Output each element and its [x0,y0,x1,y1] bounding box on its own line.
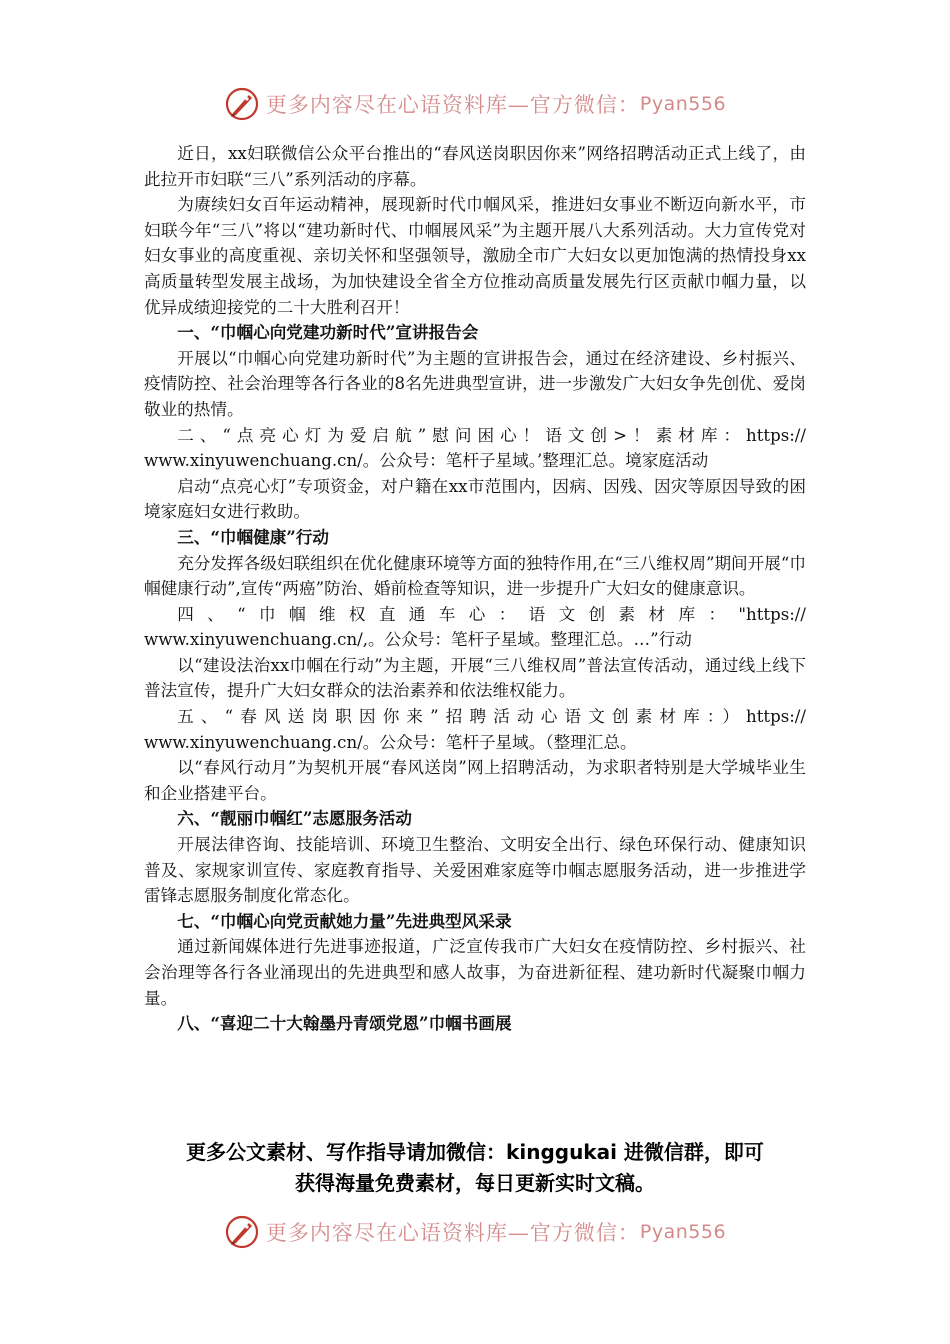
banner-wechat-id: Pyan556 [639,1221,727,1243]
header-banner [0,84,950,124]
section-heading-1: 一、“巾帼心向党建功新时代”宣讲报告会 [177,322,479,343]
section-body-4: 以“建设法治xx巾帼在行动”为主题，开展“三八维权周”普法宣传活动，通过线上线下普法宣传，提升广大妇女群众的法治素养和依法维权能力。 [144,655,806,701]
section-heading-4-line2: www.xinyuwenchuang.cn/,。公众号：笔杆子星域。整理汇总。…”行动 [144,630,692,650]
purpose-paragraph: 为赓续妇女百年运动精神，展现新时代巾帼风采，推进妇女事业不断迈向新水平，市妇联今年“三八”将以“建功新时代、巾帼展风采”为主题开展八大系列活动。大力宣传党对妇女事业的高度重视、亲切关怀和坚强领导，激励全市广大妇女以更加饱满的热情投身xx高质量转型发展主战场，为加快建设全省全方位推动高质量发展先行区贡献巾帼力量，以优异成绩迎接党的二十大胜利召开！ [144,195,806,317]
pen-nib-logo-icon [224,1214,260,1250]
section-body-2: 启动“点亮心灯”专项资金，对户籍在xx市范围内，因病、因残、因灾等原因导致的困境家庭妇女进行救助。 [144,476,806,522]
section-body-7: 通过新闻媒体进行先进事迹报道，广泛宣传我市广大妇女在疫情防控、乡村振兴、社会治理等各行各业涌现出的先进典型和感人故事，为奋进新征程、建功新时代凝聚巾帼力量。 [144,937,806,1008]
section-heading-7: 七、“巾帼心向党贡献她力量”先进典型风采录 [177,910,512,931]
intro-paragraph: 近日，xx妇联微信公众平台推出的“春风送岗职因你来”网络招聘活动正式上线了，由此拉开市妇联“三八”系列活动的序幕。 [144,144,806,189]
section-heading-2-line1: 二、“点亮心灯为爱启航”慰问困心！语文创>！素材库：https:// [177,425,806,445]
banner-wechat-id: Pyan556 [639,93,727,115]
section-heading-8: 八、“喜迎二十大翰墨丹青颂党恩”巾帼书画展 [177,1013,512,1034]
pen-nib-logo-icon [224,86,260,122]
section-body-3: 充分发挥各级妇联组织在优化健康环境等方面的独特作用,在“三八维权周”期间开展“巾帼健康行动”,宣传“两癌”防治、婚前检查等知识，进一步提升广大妇女的健康意识。 [144,553,806,599]
section-body-6: 开展法律咨询、技能培训、环境卫生整治、文明安全出行、绿色环保行动、健康知识普及、家规家训宣传、家庭教育指导、关爱困难家庭等巾帼志愿服务活动，进一步推进学雷锋志愿服务制度化常态化。 [144,835,806,906]
section-heading-3: 三、“巾帼健康”行动 [177,526,330,547]
footer-banner [0,1212,950,1252]
banner-text: 更多内容尽在心语资料库—官方微信： [265,93,640,117]
section-heading-2-line2: www.xinyuwenchuang.cn/。公众号：笔杆子星域。’整理汇总。境家庭活动 [144,451,709,471]
section-body-1: 开展以“巾帼心向党建功新时代”为主题的宣讲报告会，通过在经济建设、乡村振兴、疫情防控、社会治理等各行各业的8名先进典型宣讲，进一步激发广大妇女争先创优、爱岗敬业的热情。 [144,348,806,419]
section-body-5: 以“春风行动月”为契机开展“春风送岗”网上招聘活动，为求职者特别是大学城毕业生和企业搭建平台。 [144,758,806,803]
document-body [144,141,806,1037]
footer-note-line1: 更多公文素材、写作指导请加微信：kinggukai 进微信群，即可 [186,1140,764,1164]
section-heading-5-line2: www.xinyuwenchuang.cn/。公众号：笔杆子星域。（整理汇总。 [144,732,637,752]
section-heading-4-line1: 四、“巾帼维权直通车心：语文创素材库："https:// [177,604,806,624]
footer-note [100,1137,850,1199]
footer-note-line2: 获得海量免费素材，每日更新实时文稿。 [295,1171,655,1195]
section-heading-5-line1: 五、“春风送岗职因你来”招聘活动心语文创素材库：）https:// [177,707,806,727]
section-heading-6: 六、“靓丽巾帼红”志愿服务活动 [177,808,412,829]
banner-text: 更多内容尽在心语资料库—官方微信： [265,1221,640,1245]
